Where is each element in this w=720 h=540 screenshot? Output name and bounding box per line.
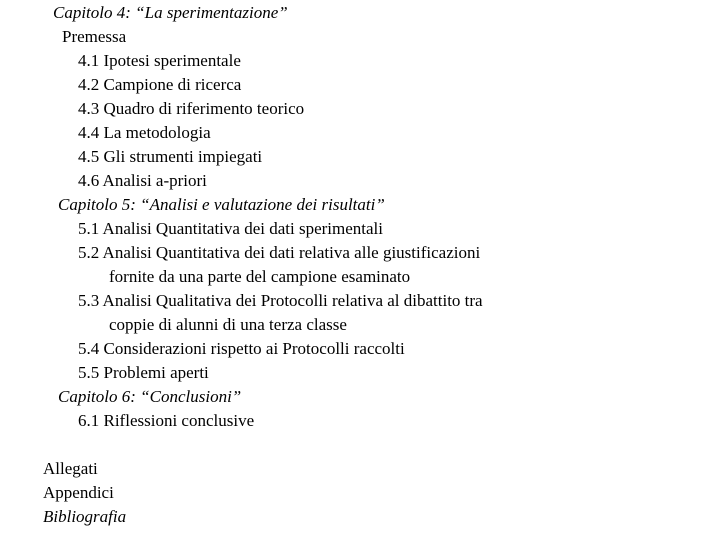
- chapter-5-title: Capitolo 5: “Analisi e valutazione dei risultati”: [58, 195, 385, 214]
- section-5-1: 5.1 Analisi Quantitativa dei dati sperimentali: [78, 219, 383, 238]
- section-4-2: 4.2 Campione di ricerca: [78, 75, 242, 94]
- section-6-1: 6.1 Riflessioni conclusive: [78, 411, 255, 430]
- allegati-item: Allegati: [43, 459, 98, 478]
- section-5-4: 5.4 Considerazioni rispetto ai Protocolli raccolti: [78, 339, 405, 358]
- appendici-item: Appendici: [43, 483, 114, 502]
- chapter-4-title: Capitolo 4: “La sperimentazione”: [53, 3, 288, 22]
- bibliografia-item: Bibliografia: [43, 507, 127, 526]
- section-5-2: 5.2 Analisi Quantitativa dei dati relativa alle giustificazioni: [78, 243, 481, 262]
- section-4-4: 4.4 La metodologia: [78, 123, 211, 142]
- section-4-1: 4.1 Ipotesi sperimentale: [78, 51, 241, 70]
- section-5-2-continued: fornite da una parte del campione esaminato: [109, 267, 411, 286]
- section-5-3-continued: coppie di alunni di una terza classe: [109, 315, 347, 334]
- section-5-3: 5.3 Analisi Qualitativa dei Protocolli relativa al dibattito tra: [78, 291, 483, 310]
- chapter-6-title: Capitolo 6: “Conclusioni”: [58, 387, 242, 406]
- section-5-5: 5.5 Problemi aperti: [78, 363, 209, 382]
- section-4-5: 4.5 Gli strumenti impiegati: [78, 147, 263, 166]
- section-4-3: 4.3 Quadro di riferimento teorico: [78, 99, 305, 118]
- section-4-6: 4.6 Analisi a-priori: [78, 171, 207, 190]
- premessa-item: Premessa: [62, 27, 127, 46]
